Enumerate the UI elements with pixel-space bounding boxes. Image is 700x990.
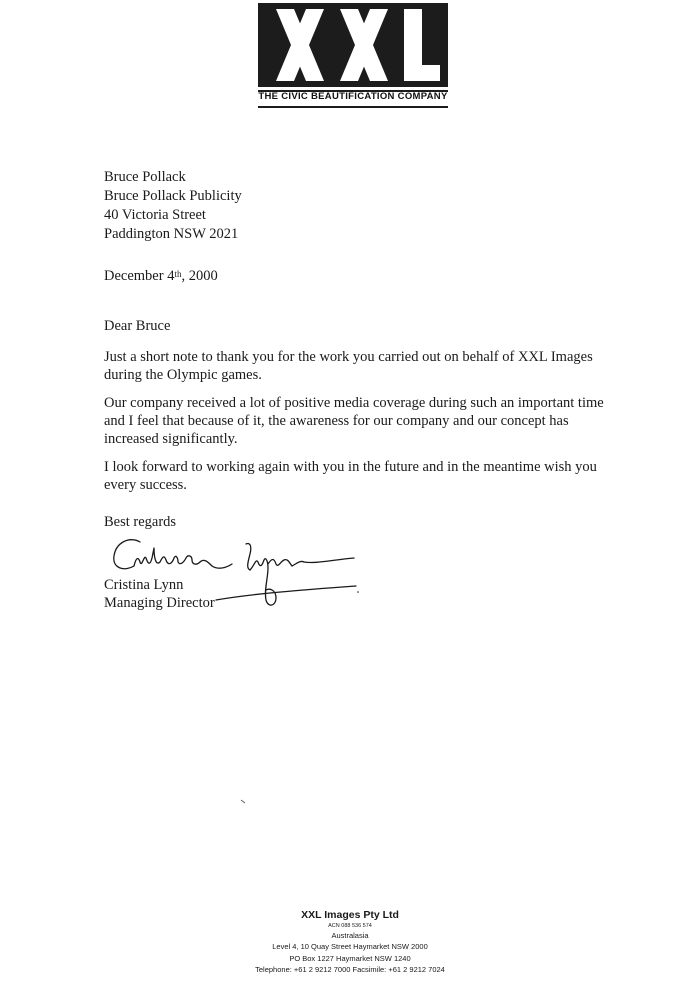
footer-address: Level 4, 10 Quay Street Haymarket NSW 2000 (272, 942, 428, 951)
date-prefix: December 4 (104, 268, 175, 284)
letterhead-footer (200, 908, 500, 976)
signer-title: Managing Director (104, 595, 215, 611)
salutation: Dear Bruce (104, 318, 171, 334)
body-paragraph: Just a short note to thank you for the work you carried out on behalf of XXL Images during the Olympic games. (104, 349, 593, 383)
footer-contact: Telephone: +61 2 9212 7000 Facsimile: +61 2 9212 7024 (255, 965, 445, 974)
recipient-city: Paddington NSW 2021 (104, 226, 239, 242)
footer-acn: ACN 088 536 574 (328, 923, 372, 929)
footer-company: XXL Images Pty Ltd (301, 909, 399, 921)
recipient-address (104, 168, 242, 244)
footer-po-box: PO Box 1227 Haymarket NSW 1240 (289, 953, 411, 963)
logo-tagline: THE CIVIC BEAUTIFICATION COMPANY (258, 91, 448, 102)
body-paragraph: I look forward to working again with you in the future and in the meantime wish you every success. (104, 459, 597, 493)
footer-region: Australasia (331, 931, 369, 940)
body-paragraph: Our company received a lot of positive media coverage during such an important time and I feel that because of it, the awareness for our company and our concept has increased significantly. (104, 395, 604, 447)
closing: Best regards (104, 514, 177, 530)
date-rest: , 2000 (181, 268, 218, 284)
scan-speck (240, 792, 246, 798)
signer-name: Cristina Lynn (104, 577, 184, 593)
recipient-street: 40 Victoria Street (104, 207, 206, 223)
recipient-name: Bruce Pollack (104, 169, 186, 185)
date-suffix: th (174, 269, 182, 279)
letter-date (104, 266, 218, 286)
signer-block (104, 576, 215, 612)
recipient-company: Bruce Pollack Publicity (104, 188, 242, 204)
